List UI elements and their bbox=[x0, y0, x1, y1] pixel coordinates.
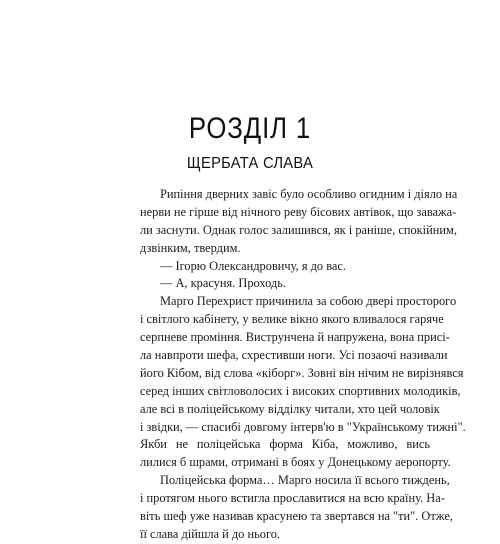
text-line: її слава дійшла й до нього. bbox=[140, 526, 281, 541]
text-line: серед інших світловолосих і високих спортивних молодиків, bbox=[140, 383, 461, 398]
text-line: і протягом нього встигла прославитися на всю країну. На- bbox=[140, 491, 445, 506]
body-text bbox=[140, 186, 466, 544]
text-line: Рипіння дверних завіс було особливо огидним і діяло на bbox=[160, 187, 458, 201]
text-line: його Кібом, від слова «кіборг». Зовні він нічим не вирізнявся bbox=[140, 365, 464, 380]
text-line: ла навпроти шефа, схрестивши ноги. Усі позаочі називали bbox=[140, 348, 448, 363]
text-line: Поліцейська форма… Марго носила її всього тиждень, bbox=[160, 473, 450, 488]
chapter-subtitle: ЩЕРБАТА СЛАВА bbox=[186, 155, 314, 172]
text-line: серпневе проміння. Виструнчена й напружена, вона присі- bbox=[140, 330, 450, 345]
chapter-title: РОЗДІЛ 1 bbox=[188, 112, 312, 145]
text-line: нерви не гірше від нічного реву бісових автівок, що заважа- bbox=[140, 204, 457, 219]
text-line: і звідки, — спасибі довгому інтерв'ю в "Українському тижні". bbox=[140, 419, 466, 434]
text-line: — А, красуня. Проходь. bbox=[160, 276, 287, 291]
text-line: — Ігорю Олександровичу, я до вас. bbox=[160, 258, 346, 273]
chapter-header bbox=[0, 112, 500, 174]
text-line: Якби не поліцейська форма Кіба, можливо, вись bbox=[140, 437, 430, 452]
text-line: Марго Перехрист причинила за собою двері просторого bbox=[160, 294, 457, 309]
text-line: віть шеф уже називав красунею та звертався на "ти". Отже, bbox=[140, 509, 453, 524]
text-line: дзвінким, твердим. bbox=[140, 240, 241, 255]
text-line: але всі в поліцейському відділку читали, хто цей чоловік bbox=[140, 401, 440, 416]
text-line: і світлого кабінету, у велике вікно якого вливалося гаряче bbox=[140, 312, 444, 327]
text-line: лилися б шрами, отримані в боях у Донецькому аеропорту. bbox=[140, 455, 451, 470]
text-line: ли заснути. Однак голос залишився, як і раніше, спокійним, bbox=[140, 222, 457, 237]
